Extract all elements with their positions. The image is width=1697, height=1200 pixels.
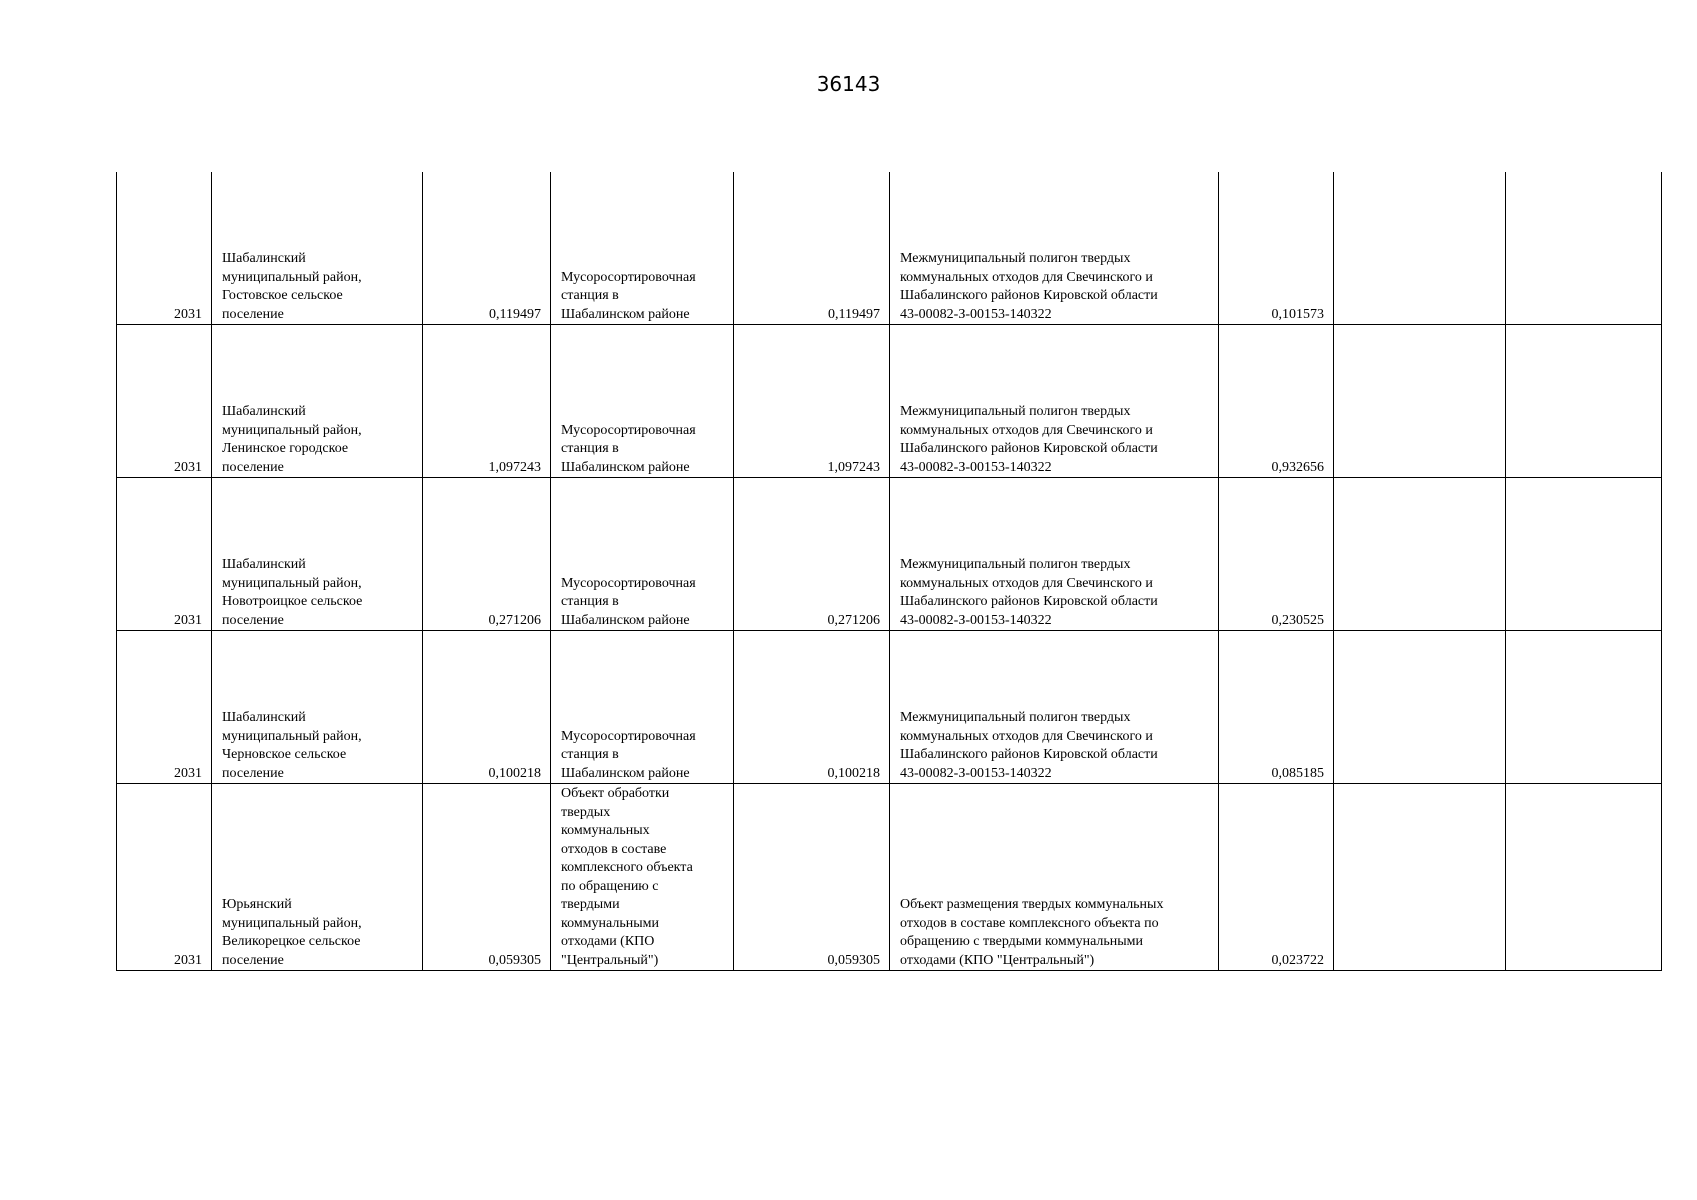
disposal-volume-cell: 0,101573 [1219, 172, 1334, 325]
table-row [117, 784, 1662, 971]
year-cell: 2031 [117, 631, 212, 784]
waste-flow-table [116, 172, 1662, 971]
empty-cell [1506, 172, 1662, 325]
source-cell: Шабалинский муниципальный район, Ленинское городское поселение [212, 325, 423, 478]
year-cell: 2031 [117, 325, 212, 478]
disposal-volume-cell: 0,023722 [1219, 784, 1334, 971]
processing-facility-cell: Мусоросортировочная станция в Шабалинском районе [551, 631, 734, 784]
waste-flow-table-container [116, 172, 1662, 971]
source-volume-cell: 0,119497 [423, 172, 551, 325]
empty-cell [1506, 631, 1662, 784]
processing-facility-cell: Мусоросортировочная станция в Шабалинском районе [551, 325, 734, 478]
year-cell: 2031 [117, 172, 212, 325]
disposal-facility-cell: Межмуниципальный полигон твердых коммунальных отходов для Свечинского и Шабалинского районов Кировской области 43-00082-З-00153-140322 [890, 325, 1219, 478]
source-volume-cell: 1,097243 [423, 325, 551, 478]
disposal-facility-cell: Межмуниципальный полигон твердых коммунальных отходов для Свечинского и Шабалинского районов Кировской области 43-00082-З-00153-140322 [890, 631, 1219, 784]
empty-cell [1334, 784, 1506, 971]
table-row [117, 478, 1662, 631]
source-volume-cell: 0,059305 [423, 784, 551, 971]
processing-volume-cell: 0,119497 [734, 172, 890, 325]
disposal-volume-cell: 0,230525 [1219, 478, 1334, 631]
page-number: 36143 [816, 72, 881, 96]
table-row [117, 172, 1662, 325]
empty-cell [1506, 478, 1662, 631]
empty-cell [1506, 325, 1662, 478]
source-volume-cell: 0,271206 [423, 478, 551, 631]
source-cell: Шабалинский муниципальный район, Гостовское сельское поселение [212, 172, 423, 325]
source-cell: Юрьянский муниципальный район, Великорецкое сельское поселение [212, 784, 423, 971]
disposal-facility-cell: Объект размещения твердых коммунальных отходов в составе комплексного объекта по обращению с твердыми коммунальными отходами (КПО "Центральный") [890, 784, 1219, 971]
disposal-volume-cell: 0,932656 [1219, 325, 1334, 478]
empty-cell [1334, 631, 1506, 784]
source-cell: Шабалинский муниципальный район, Черновское сельское поселение [212, 631, 423, 784]
processing-volume-cell: 0,100218 [734, 631, 890, 784]
source-cell: Шабалинский муниципальный район, Новотроицкое сельское поселение [212, 478, 423, 631]
empty-cell [1334, 172, 1506, 325]
source-volume-cell: 0,100218 [423, 631, 551, 784]
disposal-volume-cell: 0,085185 [1219, 631, 1334, 784]
disposal-facility-cell: Межмуниципальный полигон твердых коммунальных отходов для Свечинского и Шабалинского районов Кировской области 43-00082-З-00153-140322 [890, 478, 1219, 631]
table-row [117, 325, 1662, 478]
empty-cell [1506, 784, 1662, 971]
year-cell: 2031 [117, 478, 212, 631]
processing-volume-cell: 0,271206 [734, 478, 890, 631]
empty-cell [1334, 325, 1506, 478]
processing-facility-cell: Мусоросортировочная станция в Шабалинском районе [551, 172, 734, 325]
processing-facility-cell: Объект обработки твердых коммунальных отходов в составе комплексного объекта по обращению с твердыми коммунальными отходами (КПО "Центральный") [551, 784, 734, 971]
year-cell: 2031 [117, 784, 212, 971]
table-row [117, 631, 1662, 784]
disposal-facility-cell: Межмуниципальный полигон твердых коммунальных отходов для Свечинского и Шабалинского районов Кировской области 43-00082-З-00153-140322 [890, 172, 1219, 325]
empty-cell [1334, 478, 1506, 631]
processing-facility-cell: Мусоросортировочная станция в Шабалинском районе [551, 478, 734, 631]
processing-volume-cell: 1,097243 [734, 325, 890, 478]
processing-volume-cell: 0,059305 [734, 784, 890, 971]
